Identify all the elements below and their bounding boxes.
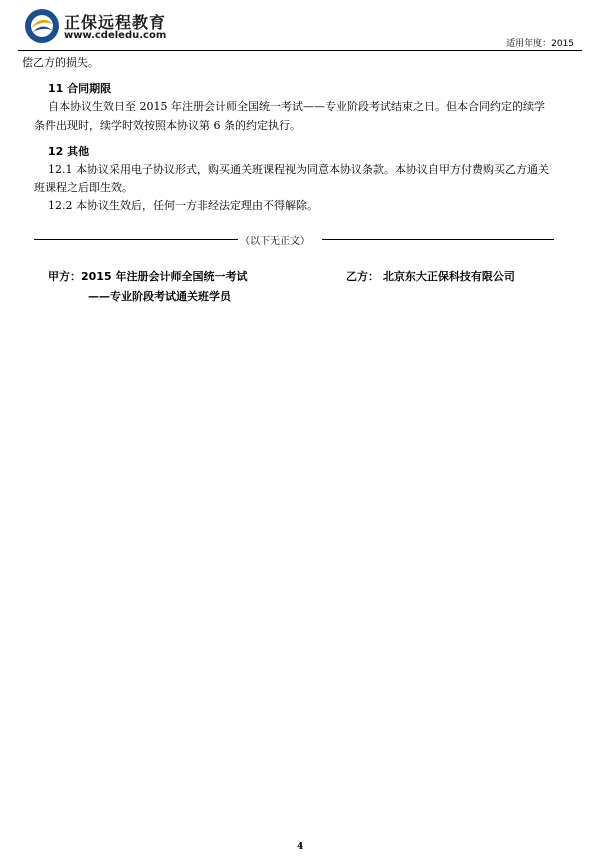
cdel-logo-icon <box>24 8 60 44</box>
section-11-heading: 11 合同期限 <box>48 82 112 95</box>
page-header <box>0 0 600 52</box>
applicable-year: 适用年度：2015 <box>506 39 574 49</box>
party-b-line: 乙方： 北京东大正保科技有限公司 <box>346 270 515 283</box>
header-divider <box>18 50 582 51</box>
end-rule-right <box>322 239 554 240</box>
section-12-line-3: 12.2 本协议生效后，任何一方非经法定理由不得解除。 <box>48 199 318 212</box>
section-12-line-1: 12.1 本协议采用电子协议形式，购买通关班课程视为同意本协议条款。本协议自甲方付费购买乙方通关 <box>48 163 549 176</box>
section-11-line-1: 自本协议生效日至 2015 年注册会计师全国统一考试——专业阶段考试结束之日。但本合同约定的续学 <box>48 100 545 113</box>
brand-url: www.cdeledu.com <box>64 30 167 41</box>
section-12-line-2: 班课程之后即生效。 <box>34 181 133 194</box>
section-11-line-2: 条件出现时，续学时效按照本协议第 6 条的约定执行。 <box>34 119 301 132</box>
page-number: 4 <box>297 842 304 852</box>
party-a-line-1: 甲方：2015 年注册会计师全国统一考试 <box>48 270 248 283</box>
party-a-line-2: ——专业阶段考试通关班学员 <box>88 290 231 303</box>
end-of-text-marker: （以下无正文） <box>240 236 310 247</box>
brand-name: 正保远程教育 <box>64 13 167 32</box>
end-rule-left <box>34 239 238 240</box>
carryover-line: 偿乙方的损失。 <box>22 56 99 69</box>
section-12-heading: 12 其他 <box>48 145 90 158</box>
